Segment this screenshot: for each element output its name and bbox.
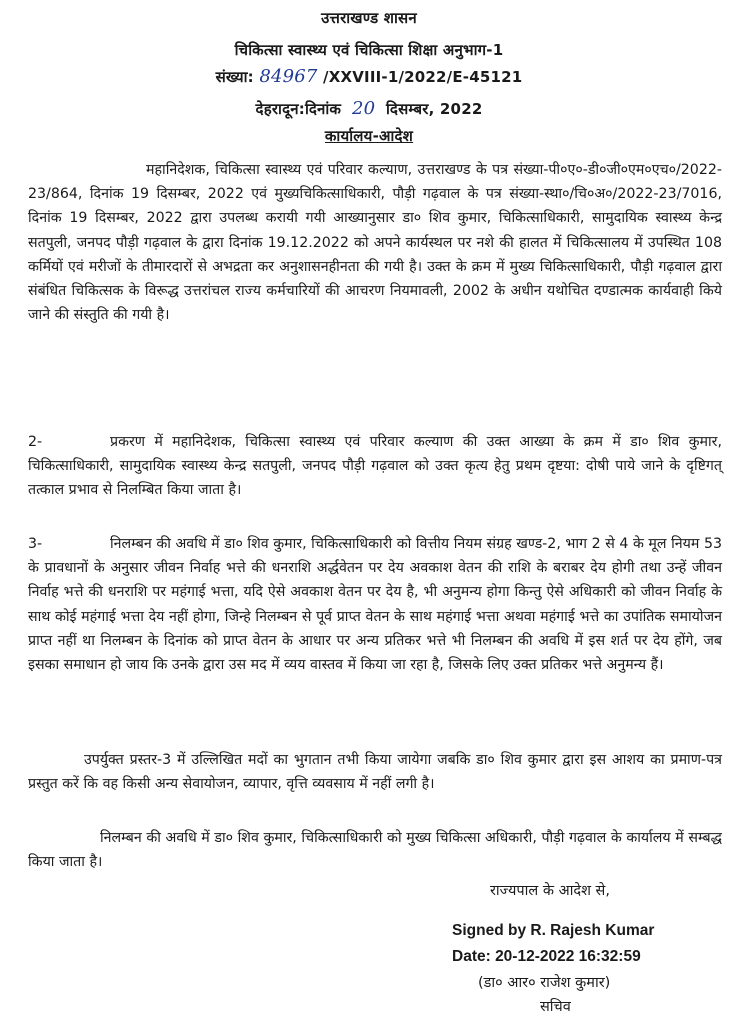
paragraph-3 (28, 532, 722, 677)
paragraph-5: निलम्बन की अवधि में डा० शिव कुमार, चिकित्साधिकारी को मुख्य चिकित्सा अधिकारी, पौड़ी गढ़वाल के कार्यालय में सम्बद्ध किया जाता है। (28, 830, 722, 871)
department-heading: चिकित्सा स्वास्थ्य एवं चिकित्सा शिक्षा अनुभाग-1 (234, 41, 504, 59)
digital-signature: Signed by R. Rajesh Kumar (452, 922, 655, 939)
paragraph-4: उपर्युक्त प्रस्तर-3 में उल्लिखित मदों का भुगतान तभी किया जायेगा जबकि डा० शिव कुमार द्वारा इस आशय का प्रमाण-पत्र प्रस्तुत करें कि वह किसी अन्य सेवायोजन, व्यापार, वृत्ति व्यवसाय में नहीं लगी है। (28, 752, 722, 793)
signatory-designation: सचिव (540, 999, 571, 1015)
paragraph-1: महानिदेशक, चिकित्सा स्वास्थ्य एवं परिवार कल्याण, उत्तराखण्ड के पत्र संख्या-पी०ए०-डी०जी०एम०एच०/2022-23/864, दिनांक 19 दिसम्बर, 2022 एवं मुख्यचिकित्साधिकारी, पौड़ी गढ़वाल के पत्र संख्या-स्था०/चि०अ०/2022-23/7016, दिनांक 19 दिसम्बर, 2022 द्वारा उपलब्ध करायी गयी आख्यानुसार डा० शिव कुमार, चिकित्साधिकारी, सामुदायिक स्वास्थ्य केन्द्र सतपुली, जनपद पौड़ी गढ़वाल के द्वारा दिनांक 19.12.2022 को अपने कार्यस्थल पर नशे की हालत में चिकित्सालय में उपस्थित 108 कर्मियों एवं मरीजों के तीमारदारों से अभद्रता कर अनुशासनहीनता की गयी है। उक्त के क्रम में मुख्य चिकित्साधिकारी, पौड़ी गढ़वाल द्वारा संबंधित चिकित्सक के विरूद्ध उत्तरांचल राज्य कर्मचारियों की आचरण नियमावली, 2002 के अधीन यथोचित दण्डात्मक कार्यवाही किये जाने की संस्तुति की गयी है। (28, 162, 722, 324)
paragraph-3-text: निलम्बन की अवधि में डा० शिव कुमार, चिकित्साधिकारी को वित्तीय नियम संग्रह खण्ड-2, भाग 2 से 4 के मूल नियम 53 के प्रावधानों के अनुसार जीवन निर्वाह भत्ते की धनराशि अर्द्धवेतन पर देय अवकाश वेतन की राशि के बराबर देय होगी तथा उन्हें जीवन निर्वाह भत्ते की धनराशि पर महंगाई भत्ता, यदि ऐसे अवकाश वेतन पर देय है, भी अनुमन्य होगा किन्तु ऐसे अधिकारी को जीवन निर्वाह के साथ कोई महंगाई भत्ता देय नहीं होगा, जिन्हे निलम्बन से पूर्व प्राप्त वेतन के साथ महंगाई भत्ता अथवा महंगाई भत्ते का उपांतिक समायोजन प्राप्त नहीं था निलम्बन के दिनांक को प्राप्त वेतन के आधार पर अन्य प्रतिकर भत्ते भी निलम्बन की अवधि में इस शर्त पर देय होंगे, जब इसका समाधान हो जाय कि उनके द्वारा उस मद में व्यय वास्तव में किया जा रहा है, जिसके लिए उक्त प्रतिकर भत्ते अनुमन्य हैं। (28, 536, 722, 674)
by-order-text: राज्यपाल के आदेश से, (490, 883, 610, 899)
government-heading: उत्तराखण्ड शासन (321, 9, 417, 27)
handwritten-number: 84967 (259, 66, 318, 87)
order-title: कार्यालय-आदेश (324, 127, 414, 145)
paragraph-2 (28, 430, 722, 503)
signature-date: Date: 20-12-2022 16:32:59 (452, 948, 641, 965)
date-prefix: देहरादून:दिनांक (255, 100, 342, 118)
paragraph-2-text: प्रकरण में महानिदेशक, चिकित्सा स्वास्थ्य एवं परिवार कल्याण की उक्त आख्या के क्रम में डा० शिव कुमार, चिकित्साधिकारी, सामुदायिक स्वास्थ्य केन्द्र सतपुली, जनपद पौड़ी गढ़वाल को उक्त कृत्य हेतु प्रथम दृष्टया: दोषी पाये जाने के दृष्टिगत् तत्काल प्रभाव से निलम्बित किया जाता है। (28, 434, 722, 499)
letter-date (0, 98, 738, 119)
paragraph-2-number: 2- (28, 434, 43, 450)
letter-number (0, 66, 738, 87)
number-suffix: /XXVIII-1/2022/E-45121 (323, 68, 523, 86)
number-label: संख्या: (215, 68, 254, 86)
paragraph-3-number: 3- (28, 536, 43, 552)
date-suffix: दिसम्बर, 2022 (386, 100, 483, 118)
signatory-name: (डा० आर० राजेश कुमार) (478, 975, 611, 991)
handwritten-date: 20 (351, 98, 376, 119)
